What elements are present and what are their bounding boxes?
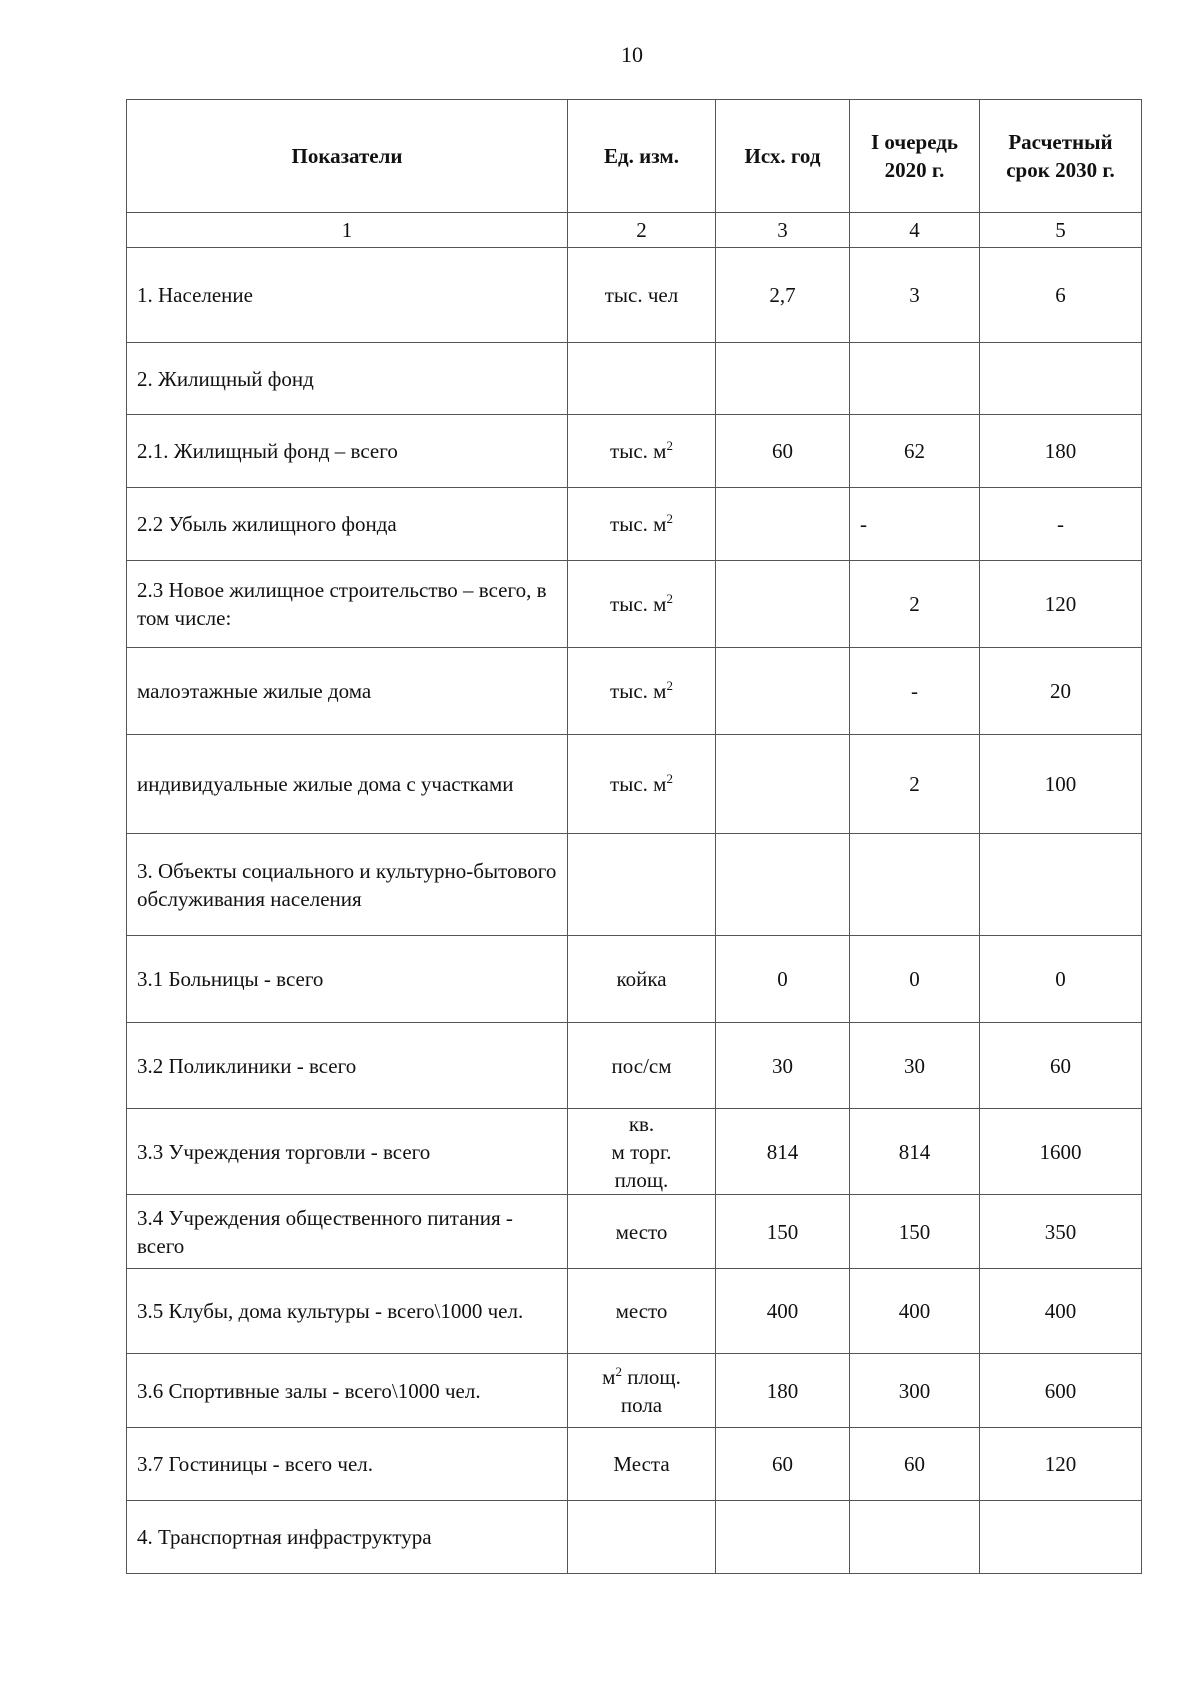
row-label: 4. Транспортная инфраструктура bbox=[127, 1501, 568, 1574]
row-base: 30 bbox=[716, 1023, 850, 1109]
row-unit: койка bbox=[568, 936, 716, 1023]
row-stage1: 0 bbox=[850, 936, 980, 1023]
row-stage1: 30 bbox=[850, 1023, 980, 1109]
row-stage1 bbox=[850, 834, 980, 936]
row-target: 600 bbox=[980, 1354, 1142, 1428]
row-base bbox=[716, 735, 850, 834]
row-stage1: - bbox=[850, 648, 980, 735]
row-unit bbox=[568, 343, 716, 415]
table-row bbox=[127, 1428, 1142, 1501]
row-base: 180 bbox=[716, 1354, 850, 1428]
row-label: 3.1 Больницы - всего bbox=[127, 936, 568, 1023]
row-unit: кв. м торг. площ. bbox=[568, 1109, 716, 1195]
header-target: Расчетный срок 2030 г. bbox=[980, 100, 1142, 213]
row-unit: тыс. $м^2$ bbox=[568, 735, 716, 834]
column-number: 1 bbox=[127, 213, 568, 248]
row-label: 3.6 Спортивные залы - всего\1000 чел. bbox=[127, 1354, 568, 1428]
row-target: 0 bbox=[980, 936, 1142, 1023]
table-row bbox=[127, 936, 1142, 1023]
row-target: 100 bbox=[980, 735, 1142, 834]
row-unit: $м^2$ площ. пола bbox=[568, 1354, 716, 1428]
table-row bbox=[127, 1354, 1142, 1428]
table-row bbox=[127, 488, 1142, 561]
table-row bbox=[127, 1109, 1142, 1195]
row-label: 2. Жилищный фонд bbox=[127, 343, 568, 415]
row-stage1: 60 bbox=[850, 1428, 980, 1501]
row-unit bbox=[568, 1501, 716, 1574]
row-stage1 bbox=[850, 1501, 980, 1574]
column-number: 5 bbox=[980, 213, 1142, 248]
header-base-year: Исх. год bbox=[716, 100, 850, 213]
row-stage1: - bbox=[850, 488, 980, 561]
table-row bbox=[127, 415, 1142, 488]
row-stage1: 150 bbox=[850, 1195, 980, 1269]
row-label: 3.5 Клубы, дома культуры - всего\1000 чел. bbox=[127, 1269, 568, 1354]
row-label: 3.2 Поликлиники - всего bbox=[127, 1023, 568, 1109]
row-base: 60 bbox=[716, 1428, 850, 1501]
row-stage1: 62 bbox=[850, 415, 980, 488]
row-stage1 bbox=[850, 343, 980, 415]
row-target: 6 bbox=[980, 248, 1142, 343]
row-base: 814 bbox=[716, 1109, 850, 1195]
row-unit: место bbox=[568, 1269, 716, 1354]
table-row bbox=[127, 1023, 1142, 1109]
row-unit: тыс. чел bbox=[568, 248, 716, 343]
row-target: 60 bbox=[980, 1023, 1142, 1109]
row-unit: тыс. $м^2$ bbox=[568, 415, 716, 488]
table-row bbox=[127, 1269, 1142, 1354]
row-target bbox=[980, 834, 1142, 936]
page-number: 10 bbox=[621, 42, 643, 67]
row-stage1: 3 bbox=[850, 248, 980, 343]
header-unit: Ед. изм. bbox=[568, 100, 716, 213]
row-unit: тыс. $м^2$ bbox=[568, 648, 716, 735]
row-unit: место bbox=[568, 1195, 716, 1269]
row-label: 3. Объекты социального и культурно-бытового обслуживания населения bbox=[127, 834, 568, 936]
row-unit: тыс. $м^2$ bbox=[568, 561, 716, 648]
row-stage1: 300 bbox=[850, 1354, 980, 1428]
row-label: индивидуальные жилые дома с участками bbox=[127, 735, 568, 834]
row-base: 60 bbox=[716, 415, 850, 488]
table-row bbox=[127, 248, 1142, 343]
row-stage1: 814 bbox=[850, 1109, 980, 1195]
table-row bbox=[127, 1195, 1142, 1269]
row-label: 1. Население bbox=[127, 248, 568, 343]
row-label: 3.7 Гостиницы - всего чел. bbox=[127, 1428, 568, 1501]
row-target: - bbox=[980, 488, 1142, 561]
row-base bbox=[716, 1501, 850, 1574]
row-target: 180 bbox=[980, 415, 1142, 488]
header-row bbox=[127, 100, 1142, 213]
row-target bbox=[980, 1501, 1142, 1574]
row-target bbox=[980, 343, 1142, 415]
table-row bbox=[127, 561, 1142, 648]
row-target: 120 bbox=[980, 561, 1142, 648]
row-unit bbox=[568, 834, 716, 936]
row-stage1: 2 bbox=[850, 561, 980, 648]
table-row bbox=[127, 648, 1142, 735]
table-row bbox=[127, 1501, 1142, 1574]
row-label: малоэтажные жилые дома bbox=[127, 648, 568, 735]
row-base: 150 bbox=[716, 1195, 850, 1269]
row-label: 3.4 Учреждения общественного питания - всего bbox=[127, 1195, 568, 1269]
row-target: 1600 bbox=[980, 1109, 1142, 1195]
row-target: 350 bbox=[980, 1195, 1142, 1269]
column-number: 4 bbox=[850, 213, 980, 248]
row-base: 0 bbox=[716, 936, 850, 1023]
row-base bbox=[716, 648, 850, 735]
row-unit: пос/см bbox=[568, 1023, 716, 1109]
row-stage1: 2 bbox=[850, 735, 980, 834]
indicators-table bbox=[126, 99, 1142, 1574]
row-unit: тыс. $м^2$ bbox=[568, 488, 716, 561]
row-label: 2.1. Жилищный фонд – всего bbox=[127, 415, 568, 488]
row-base: 2,7 bbox=[716, 248, 850, 343]
row-target: 400 bbox=[980, 1269, 1142, 1354]
row-base bbox=[716, 488, 850, 561]
column-number: 3 bbox=[716, 213, 850, 248]
table-row bbox=[127, 343, 1142, 415]
row-target: 20 bbox=[980, 648, 1142, 735]
row-stage1: 400 bbox=[850, 1269, 980, 1354]
row-base bbox=[716, 834, 850, 936]
row-label: 2.3 Новое жилищное строительство – всего, в том числе: bbox=[127, 561, 568, 648]
row-base: 400 bbox=[716, 1269, 850, 1354]
table-row bbox=[127, 735, 1142, 834]
row-label: 2.2 Убыль жилищного фонда bbox=[127, 488, 568, 561]
row-base bbox=[716, 561, 850, 648]
header-indicators: Показатели bbox=[127, 100, 568, 213]
header-stage1: I очередь 2020 г. bbox=[850, 100, 980, 213]
row-unit: Места bbox=[568, 1428, 716, 1501]
row-base bbox=[716, 343, 850, 415]
row-target: 120 bbox=[980, 1428, 1142, 1501]
table-row bbox=[127, 834, 1142, 936]
column-number: 2 bbox=[568, 213, 716, 248]
column-number-row bbox=[127, 213, 1142, 248]
row-label: 3.3 Учреждения торговли - всего bbox=[127, 1109, 568, 1195]
